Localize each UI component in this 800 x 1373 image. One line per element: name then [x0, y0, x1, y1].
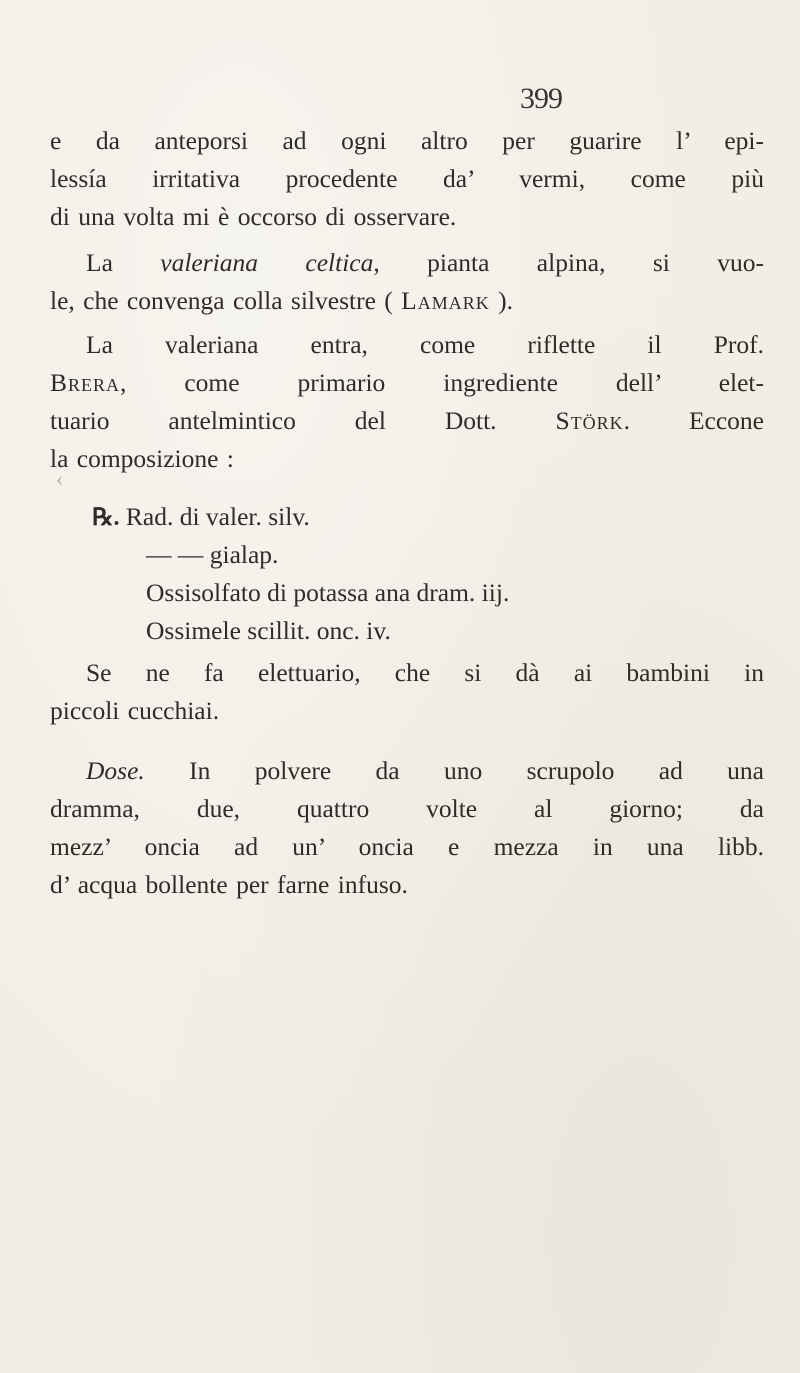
paper-mark: ‹ [56, 466, 64, 491]
paragraph-5-line-1 [86, 756, 764, 786]
paragraph-5-line-3: mezz’ oncia ad un’ oncia e mezza in una libb. [50, 832, 764, 861]
paragraph-3-line-2-rest: , come primario ingrediente dell’ elet- [120, 368, 764, 397]
paragraph-2-line-2 [50, 286, 513, 316]
paragraph-3-line-3-end: . Eccone [623, 406, 764, 435]
paragraph-1-line-2: lessía irritativa procedente da’ vermi, come più [50, 164, 764, 193]
lamark-name: Lamark [401, 286, 490, 315]
paragraph-3-line-4: la composizione : [50, 444, 234, 473]
recipe-item-3: Ossisolfato di potassa ana dram. iij. [146, 578, 510, 607]
paragraph-2-line-1-start: La [86, 248, 161, 277]
recipe-item-2: — — gialap. [146, 540, 279, 569]
dose-heading: Dose. [86, 756, 145, 785]
paragraph-1-line-3: di una volta mi è occorso di osservare. [50, 202, 457, 231]
paragraph-1-line-1: e da anteporsi ad ogni altro per guarire l’ epi- [50, 126, 764, 155]
paragraph-2-line-2-start: le, che convenga colla silvestre ( [50, 286, 402, 315]
paragraph-4-line-2: piccoli cucchiai. [50, 696, 220, 725]
brera-name: Brera [50, 368, 121, 397]
rx-symbol: ℞. [92, 505, 120, 531]
recipe-item-1-text: Rad. di valer. silv. [125, 502, 310, 531]
recipe-item-1 [92, 502, 310, 533]
recipe-item-4: Ossimele scillit. onc. iv. [146, 616, 391, 645]
page-number: 399 [520, 82, 562, 115]
paragraph-2-line-2-end: ). [489, 286, 513, 315]
valeriana-celtica-term: valeriana celtica [160, 248, 374, 277]
paragraph-4-line-1: Se ne fa elettuario, che si dà ai bambini in [86, 658, 764, 687]
paragraph-3-line-2 [50, 368, 764, 398]
paragraph-2-line-1 [86, 248, 764, 278]
paragraph-2-line-1-end: , pianta alpina, si vuo- [373, 248, 764, 277]
paragraph-5-line-1-rest: In polvere da uno scrupolo ad una [144, 756, 764, 785]
paragraph-3-line-1: La valeriana entra, come riflette il Prof. [86, 330, 764, 359]
paragraph-5-line-4: d’ acqua bollente per farne infuso. [50, 870, 408, 899]
paragraph-3-line-3 [50, 406, 764, 436]
paragraph-3-line-3-start: tuario antelmintico del Dott. [50, 406, 556, 435]
stork-name: Störk [555, 406, 624, 435]
paragraph-5-line-2: dramma, due, quattro volte al giorno; da [50, 794, 764, 823]
